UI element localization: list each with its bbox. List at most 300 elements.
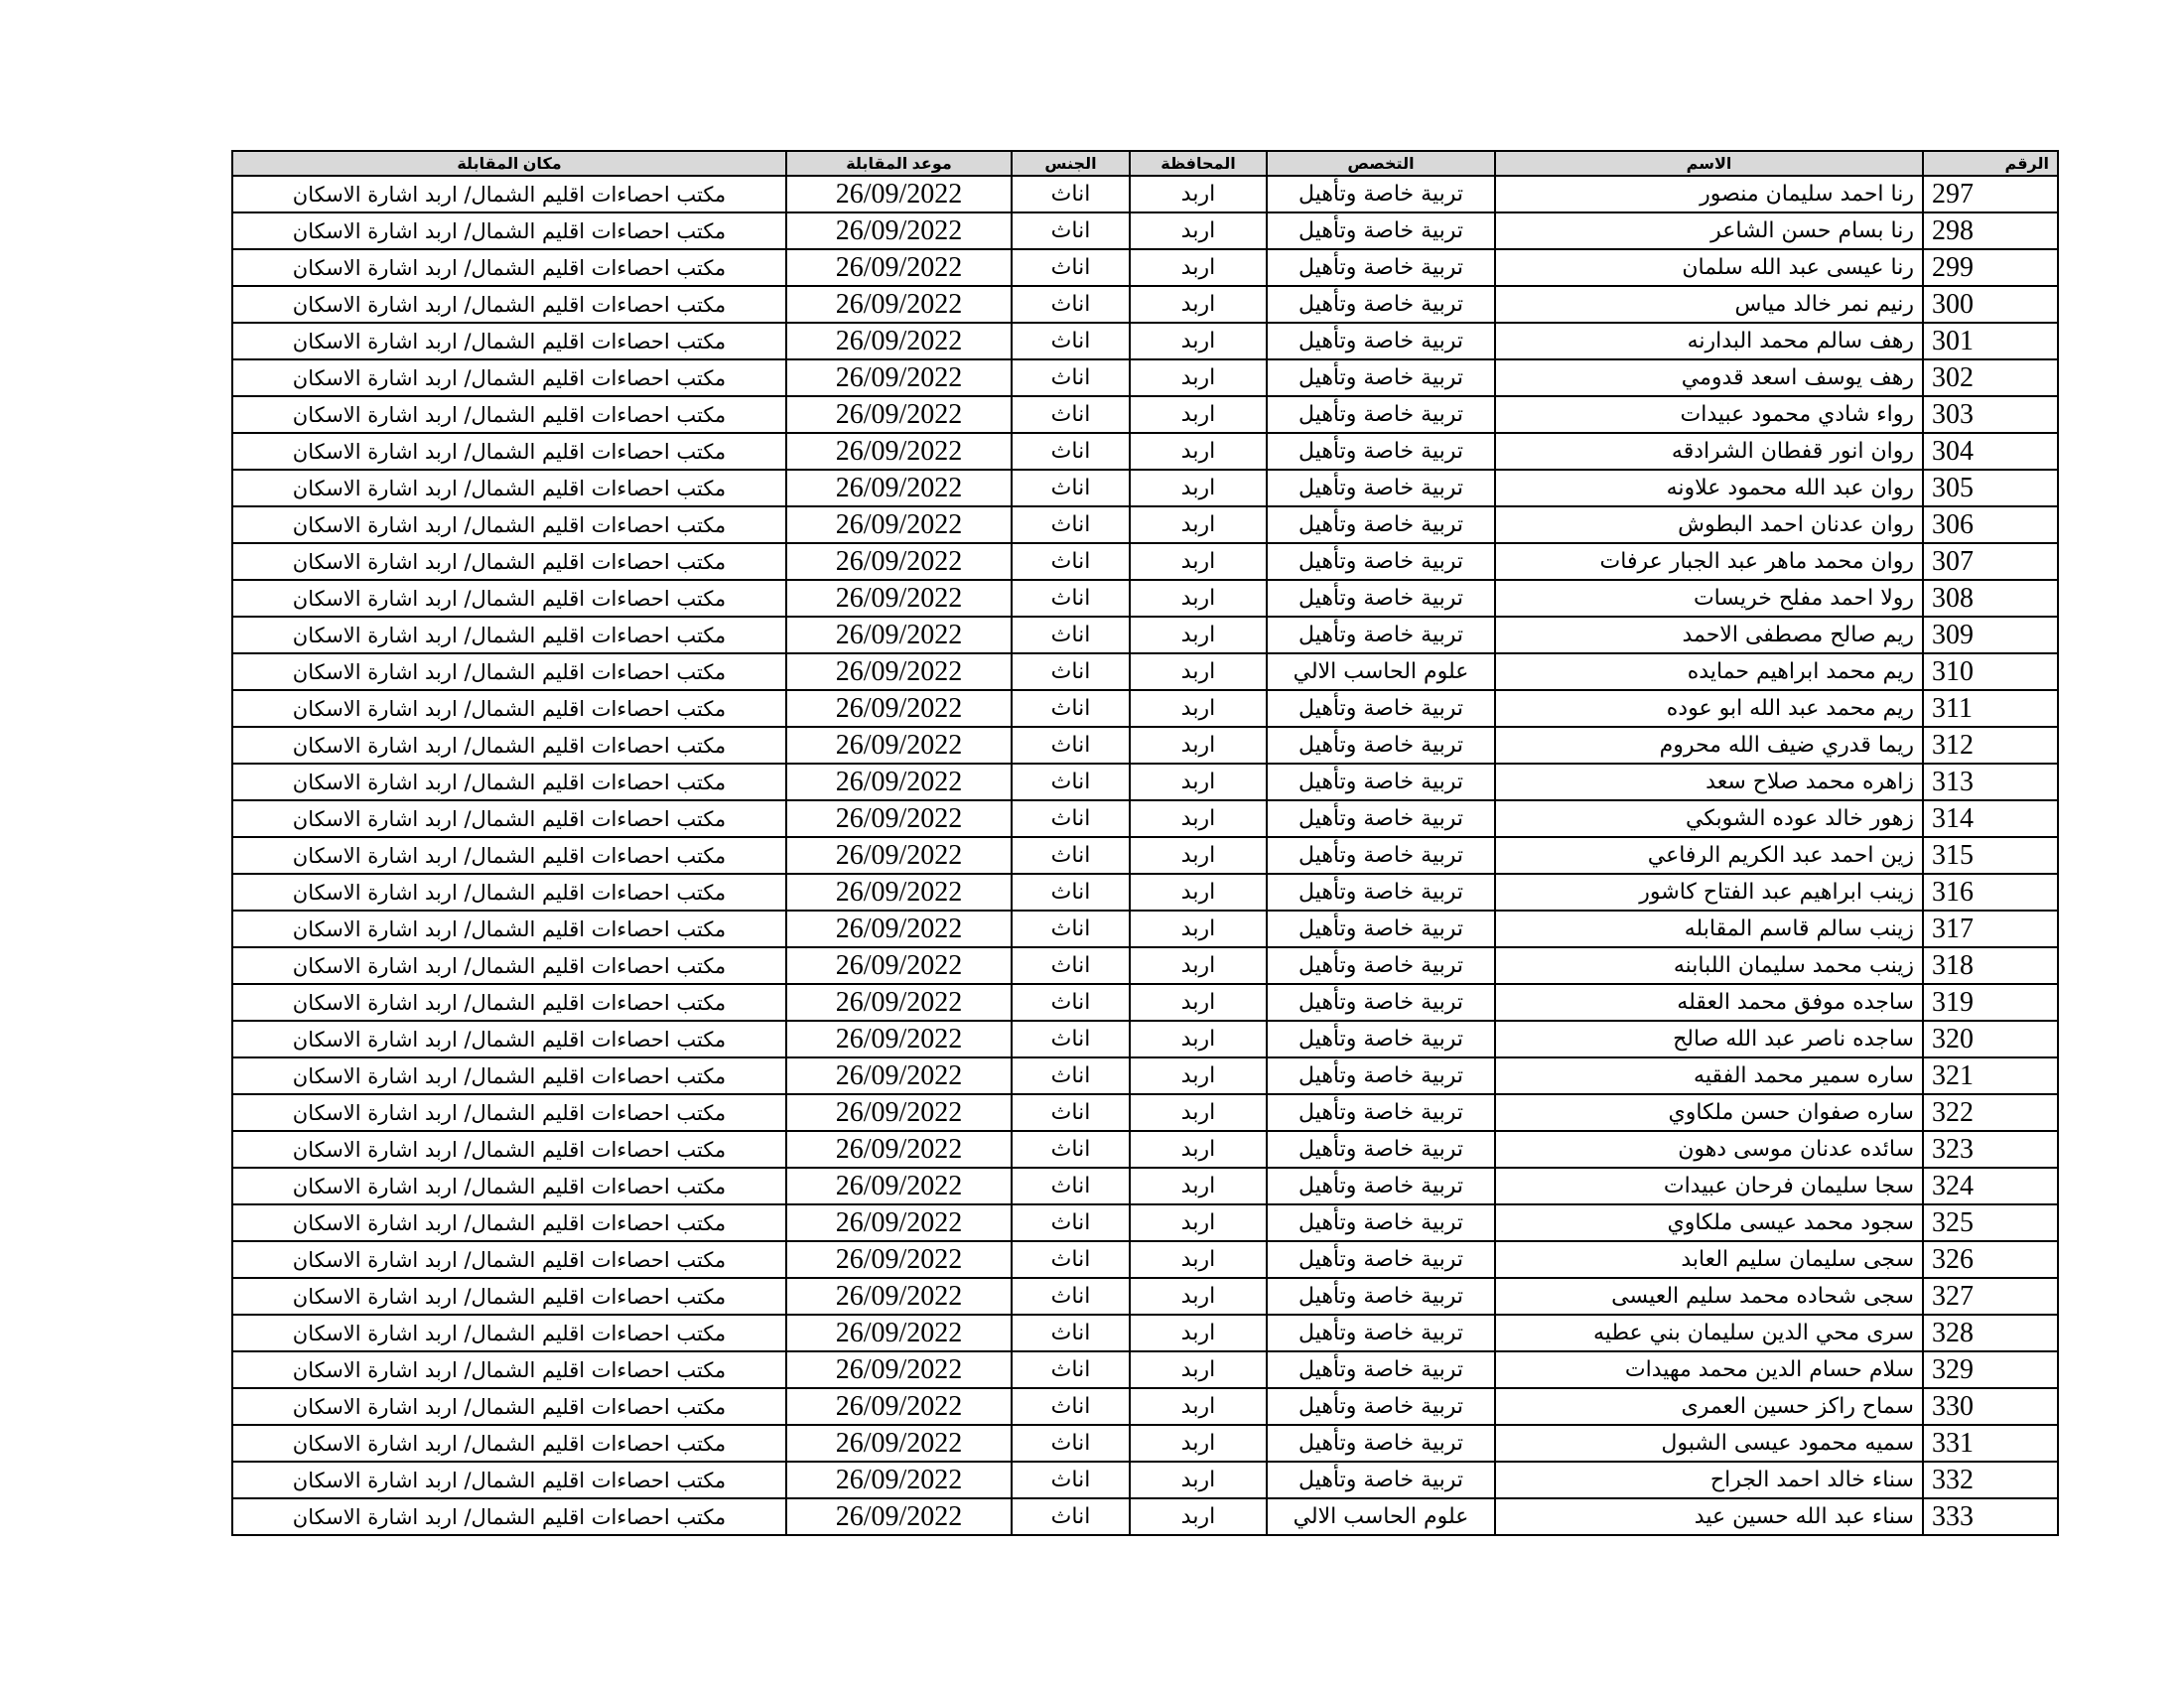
table-body <box>232 176 2058 1535</box>
row-governorate: اربد <box>1130 764 1267 800</box>
row-governorate: اربد <box>1130 1278 1267 1315</box>
row-specialization: تربية خاصة وتأهيل <box>1267 1241 1495 1278</box>
row-number: 306 <box>1923 506 2058 543</box>
table-row <box>232 506 2058 543</box>
row-interview-date: 26/09/2022 <box>786 359 1012 396</box>
row-specialization: تربية خاصة وتأهيل <box>1267 1278 1495 1315</box>
row-governorate: اربد <box>1130 1425 1267 1462</box>
row-interview-date: 26/09/2022 <box>786 543 1012 580</box>
row-name: سائده عدنان موسى دهون <box>1495 1131 1923 1168</box>
table-row <box>232 690 2058 727</box>
row-governorate: اربد <box>1130 1057 1267 1094</box>
row-specialization: تربية خاصة وتأهيل <box>1267 212 1495 249</box>
row-specialization: تربية خاصة وتأهيل <box>1267 617 1495 653</box>
row-interview-date: 26/09/2022 <box>786 323 1012 359</box>
row-gender: اناث <box>1012 1094 1130 1131</box>
row-number: 299 <box>1923 249 2058 286</box>
table-row <box>232 874 2058 911</box>
row-governorate: اربد <box>1130 1094 1267 1131</box>
row-interview-date: 26/09/2022 <box>786 1315 1012 1351</box>
header-governorate: المحافظة <box>1130 151 1267 176</box>
header-gender: الجنس <box>1012 151 1130 176</box>
row-interview-place: مكتب احصاءات اقليم الشمال/ اربد اشارة الاسكان <box>232 1094 786 1131</box>
row-specialization: تربية خاصة وتأهيل <box>1267 396 1495 433</box>
row-number: 324 <box>1923 1168 2058 1204</box>
row-number: 308 <box>1923 580 2058 617</box>
row-specialization: تربية خاصة وتأهيل <box>1267 1057 1495 1094</box>
row-governorate: اربد <box>1130 323 1267 359</box>
row-interview-date: 26/09/2022 <box>786 764 1012 800</box>
table-row <box>232 323 2058 359</box>
row-number: 309 <box>1923 617 2058 653</box>
row-name: رنا عيسى عبد الله سلمان <box>1495 249 1923 286</box>
row-governorate: اربد <box>1130 800 1267 837</box>
row-name: رواء شادي محمود عبيدات <box>1495 396 1923 433</box>
table-row <box>232 176 2058 212</box>
row-governorate: اربد <box>1130 1131 1267 1168</box>
row-interview-place: مكتب احصاءات اقليم الشمال/ اربد اشارة الاسكان <box>232 543 786 580</box>
row-name: سجود محمد عيسى ملكاوي <box>1495 1204 1923 1241</box>
row-gender: اناث <box>1012 837 1130 874</box>
table-row <box>232 911 2058 947</box>
row-specialization: تربية خاصة وتأهيل <box>1267 359 1495 396</box>
row-number: 333 <box>1923 1498 2058 1535</box>
row-number: 311 <box>1923 690 2058 727</box>
row-name: رنا احمد سليمان منصور <box>1495 176 1923 212</box>
table-row <box>232 433 2058 470</box>
header-interview-date: موعد المقابلة <box>786 151 1012 176</box>
table-row <box>232 249 2058 286</box>
row-name: روان عبد الله محمود علاونه <box>1495 470 1923 506</box>
row-governorate: اربد <box>1130 1315 1267 1351</box>
row-gender: اناث <box>1012 911 1130 947</box>
row-number: 319 <box>1923 984 2058 1021</box>
row-interview-date: 26/09/2022 <box>786 1425 1012 1462</box>
row-gender: اناث <box>1012 433 1130 470</box>
row-governorate: اربد <box>1130 874 1267 911</box>
row-gender: اناث <box>1012 580 1130 617</box>
header-specialization: التخصص <box>1267 151 1495 176</box>
row-governorate: اربد <box>1130 617 1267 653</box>
row-interview-place: مكتب احصاءات اقليم الشمال/ اربد اشارة الاسكان <box>232 617 786 653</box>
row-interview-place: مكتب احصاءات اقليم الشمال/ اربد اشارة الاسكان <box>232 1131 786 1168</box>
row-interview-date: 26/09/2022 <box>786 947 1012 984</box>
row-governorate: اربد <box>1130 837 1267 874</box>
row-governorate: اربد <box>1130 176 1267 212</box>
table-row <box>232 1425 2058 1462</box>
row-governorate: اربد <box>1130 1204 1267 1241</box>
row-interview-place: مكتب احصاءات اقليم الشمال/ اربد اشارة الاسكان <box>232 727 786 764</box>
row-gender: اناث <box>1012 176 1130 212</box>
row-interview-place: مكتب احصاءات اقليم الشمال/ اربد اشارة الاسكان <box>232 911 786 947</box>
row-name: ساره صفوان حسن ملكاوي <box>1495 1094 1923 1131</box>
row-gender: اناث <box>1012 359 1130 396</box>
row-specialization: تربية خاصة وتأهيل <box>1267 1131 1495 1168</box>
row-specialization: تربية خاصة وتأهيل <box>1267 433 1495 470</box>
row-interview-date: 26/09/2022 <box>786 727 1012 764</box>
row-name: ريما قدري ضيف الله محروم <box>1495 727 1923 764</box>
row-governorate: اربد <box>1130 506 1267 543</box>
row-specialization: تربية خاصة وتأهيل <box>1267 874 1495 911</box>
row-gender: اناث <box>1012 1278 1130 1315</box>
row-interview-date: 26/09/2022 <box>786 1241 1012 1278</box>
row-gender: اناث <box>1012 617 1130 653</box>
row-governorate: اربد <box>1130 984 1267 1021</box>
table-row <box>232 947 2058 984</box>
row-specialization: تربية خاصة وتأهيل <box>1267 1425 1495 1462</box>
row-name: زينب محمد سليمان اللبابنه <box>1495 947 1923 984</box>
row-name: سجى سليمان سليم العابد <box>1495 1241 1923 1278</box>
table-header <box>232 151 2058 176</box>
table-row <box>232 1241 2058 1278</box>
table-row <box>232 764 2058 800</box>
row-interview-date: 26/09/2022 <box>786 617 1012 653</box>
row-interview-date: 26/09/2022 <box>786 470 1012 506</box>
row-interview-place: مكتب احصاءات اقليم الشمال/ اربد اشارة الاسكان <box>232 580 786 617</box>
row-interview-place: مكتب احصاءات اقليم الشمال/ اربد اشارة الاسكان <box>232 653 786 690</box>
row-interview-date: 26/09/2022 <box>786 1351 1012 1388</box>
row-interview-place: مكتب احصاءات اقليم الشمال/ اربد اشارة الاسكان <box>232 176 786 212</box>
row-specialization: تربية خاصة وتأهيل <box>1267 1388 1495 1425</box>
row-interview-date: 26/09/2022 <box>786 1278 1012 1315</box>
row-governorate: اربد <box>1130 1241 1267 1278</box>
row-governorate: اربد <box>1130 249 1267 286</box>
table-row <box>232 1498 2058 1535</box>
row-interview-place: مكتب احصاءات اقليم الشمال/ اربد اشارة الاسكان <box>232 1204 786 1241</box>
row-gender: اناث <box>1012 286 1130 323</box>
row-number: 317 <box>1923 911 2058 947</box>
row-governorate: اربد <box>1130 359 1267 396</box>
row-name: زينب ابراهيم عبد الفتاح كاشور <box>1495 874 1923 911</box>
row-interview-date: 26/09/2022 <box>786 1131 1012 1168</box>
row-name: ساجده ناصر عبد الله صالح <box>1495 1021 1923 1057</box>
row-number: 313 <box>1923 764 2058 800</box>
table-row <box>232 396 2058 433</box>
row-interview-place: مكتب احصاءات اقليم الشمال/ اربد اشارة الاسكان <box>232 1462 786 1498</box>
table-row <box>232 212 2058 249</box>
row-interview-date: 26/09/2022 <box>786 396 1012 433</box>
row-interview-place: مكتب احصاءات اقليم الشمال/ اربد اشارة الاسكان <box>232 1388 786 1425</box>
row-gender: اناث <box>1012 1462 1130 1498</box>
table-row <box>232 1278 2058 1315</box>
row-interview-place: مكتب احصاءات اقليم الشمال/ اربد اشارة الاسكان <box>232 506 786 543</box>
row-name: ريم صالح مصطفى الاحمد <box>1495 617 1923 653</box>
row-gender: اناث <box>1012 947 1130 984</box>
row-name: رنيم نمر خالد مياس <box>1495 286 1923 323</box>
row-governorate: اربد <box>1130 727 1267 764</box>
row-name: ساره سمير محمد الفقيه <box>1495 1057 1923 1094</box>
row-number: 302 <box>1923 359 2058 396</box>
row-specialization: تربية خاصة وتأهيل <box>1267 984 1495 1021</box>
row-name: سماح راكز حسين العمرى <box>1495 1388 1923 1425</box>
row-interview-date: 26/09/2022 <box>786 580 1012 617</box>
row-governorate: اربد <box>1130 580 1267 617</box>
row-governorate: اربد <box>1130 690 1267 727</box>
row-specialization: تربية خاصة وتأهيل <box>1267 470 1495 506</box>
row-interview-date: 26/09/2022 <box>786 911 1012 947</box>
row-interview-date: 26/09/2022 <box>786 653 1012 690</box>
row-number: 329 <box>1923 1351 2058 1388</box>
row-interview-date: 26/09/2022 <box>786 1204 1012 1241</box>
table-row <box>232 800 2058 837</box>
row-governorate: اربد <box>1130 212 1267 249</box>
row-governorate: اربد <box>1130 1351 1267 1388</box>
row-governorate: اربد <box>1130 947 1267 984</box>
row-interview-date: 26/09/2022 <box>786 1388 1012 1425</box>
row-gender: اناث <box>1012 1168 1130 1204</box>
table-row <box>232 617 2058 653</box>
row-number: 320 <box>1923 1021 2058 1057</box>
table-row <box>232 837 2058 874</box>
row-gender: اناث <box>1012 249 1130 286</box>
row-number: 322 <box>1923 1094 2058 1131</box>
row-gender: اناث <box>1012 396 1130 433</box>
table-row <box>232 1168 2058 1204</box>
row-specialization: تربية خاصة وتأهيل <box>1267 1315 1495 1351</box>
row-interview-place: مكتب احصاءات اقليم الشمال/ اربد اشارة الاسكان <box>232 1057 786 1094</box>
row-name: سجا سليمان فرحان عبيدات <box>1495 1168 1923 1204</box>
row-number: 318 <box>1923 947 2058 984</box>
row-gender: اناث <box>1012 506 1130 543</box>
row-interview-place: مكتب احصاءات اقليم الشمال/ اربد اشارة الاسكان <box>232 1315 786 1351</box>
row-name: روان عدنان احمد البطوش <box>1495 506 1923 543</box>
row-interview-place: مكتب احصاءات اقليم الشمال/ اربد اشارة الاسكان <box>232 1021 786 1057</box>
row-gender: اناث <box>1012 984 1130 1021</box>
row-governorate: اربد <box>1130 1168 1267 1204</box>
row-number: 304 <box>1923 433 2058 470</box>
row-gender: اناث <box>1012 1425 1130 1462</box>
row-gender: اناث <box>1012 1241 1130 1278</box>
row-interview-date: 26/09/2022 <box>786 176 1012 212</box>
row-interview-date: 26/09/2022 <box>786 984 1012 1021</box>
row-number: 321 <box>1923 1057 2058 1094</box>
table-row <box>232 1094 2058 1131</box>
row-specialization: تربية خاصة وتأهيل <box>1267 1351 1495 1388</box>
row-interview-place: مكتب احصاءات اقليم الشمال/ اربد اشارة الاسكان <box>232 1498 786 1535</box>
row-interview-place: مكتب احصاءات اقليم الشمال/ اربد اشارة الاسكان <box>232 286 786 323</box>
row-name: رولا احمد مفلح خريسات <box>1495 580 1923 617</box>
header-row <box>232 151 2058 176</box>
row-number: 325 <box>1923 1204 2058 1241</box>
row-name: رنا بسام حسن الشاعر <box>1495 212 1923 249</box>
row-interview-place: مكتب احصاءات اقليم الشمال/ اربد اشارة الاسكان <box>232 764 786 800</box>
table-row <box>232 653 2058 690</box>
row-name: روان محمد ماهر عبد الجبار عرفات <box>1495 543 1923 580</box>
row-interview-date: 26/09/2022 <box>786 286 1012 323</box>
interview-roster-table <box>231 150 2059 1536</box>
row-number: 312 <box>1923 727 2058 764</box>
row-specialization: تربية خاصة وتأهيل <box>1267 727 1495 764</box>
row-gender: اناث <box>1012 1388 1130 1425</box>
row-interview-place: مكتب احصاءات اقليم الشمال/ اربد اشارة الاسكان <box>232 396 786 433</box>
row-gender: اناث <box>1012 212 1130 249</box>
row-interview-date: 26/09/2022 <box>786 249 1012 286</box>
row-specialization: علوم الحاسب الالي <box>1267 653 1495 690</box>
table-row <box>232 727 2058 764</box>
row-specialization: تربية خاصة وتأهيل <box>1267 249 1495 286</box>
header-name: الاسم <box>1495 151 1923 176</box>
row-gender: اناث <box>1012 1351 1130 1388</box>
table-row <box>232 470 2058 506</box>
row-name: سناء عبد الله حسين عيد <box>1495 1498 1923 1535</box>
row-interview-place: مكتب احصاءات اقليم الشمال/ اربد اشارة الاسكان <box>232 1241 786 1278</box>
row-number: 310 <box>1923 653 2058 690</box>
header-number: الرقم <box>1923 151 2058 176</box>
row-specialization: تربية خاصة وتأهيل <box>1267 1094 1495 1131</box>
row-specialization: تربية خاصة وتأهيل <box>1267 800 1495 837</box>
row-number: 326 <box>1923 1241 2058 1278</box>
row-interview-place: مكتب احصاءات اقليم الشمال/ اربد اشارة الاسكان <box>232 212 786 249</box>
row-number: 298 <box>1923 212 2058 249</box>
row-interview-place: مكتب احصاءات اقليم الشمال/ اربد اشارة الاسكان <box>232 1351 786 1388</box>
row-interview-date: 26/09/2022 <box>786 1462 1012 1498</box>
row-number: 300 <box>1923 286 2058 323</box>
row-governorate: اربد <box>1130 286 1267 323</box>
row-interview-place: مكتب احصاءات اقليم الشمال/ اربد اشارة الاسكان <box>232 1278 786 1315</box>
table-row <box>232 1462 2058 1498</box>
row-specialization: تربية خاصة وتأهيل <box>1267 580 1495 617</box>
row-name: ريم محمد عبد الله ابو عوده <box>1495 690 1923 727</box>
row-governorate: اربد <box>1130 1498 1267 1535</box>
row-number: 307 <box>1923 543 2058 580</box>
row-gender: اناث <box>1012 874 1130 911</box>
row-number: 323 <box>1923 1131 2058 1168</box>
table-row <box>232 1204 2058 1241</box>
row-name: زهور خالد عوده الشوبكي <box>1495 800 1923 837</box>
table-row <box>232 1351 2058 1388</box>
row-number: 315 <box>1923 837 2058 874</box>
row-gender: اناث <box>1012 543 1130 580</box>
row-gender: اناث <box>1012 323 1130 359</box>
row-governorate: اربد <box>1130 470 1267 506</box>
table-row <box>232 1388 2058 1425</box>
row-interview-place: مكتب احصاءات اقليم الشمال/ اربد اشارة الاسكان <box>232 690 786 727</box>
row-specialization: تربية خاصة وتأهيل <box>1267 947 1495 984</box>
row-specialization: تربية خاصة وتأهيل <box>1267 323 1495 359</box>
row-interview-place: مكتب احصاءات اقليم الشمال/ اربد اشارة الاسكان <box>232 1425 786 1462</box>
row-governorate: اربد <box>1130 1462 1267 1498</box>
row-gender: اناث <box>1012 470 1130 506</box>
header-interview-place: مكان المقابلة <box>232 151 786 176</box>
row-gender: اناث <box>1012 1131 1130 1168</box>
row-name: سناء خالد احمد الجراح <box>1495 1462 1923 1498</box>
row-name: سميه محمود عيسى الشبول <box>1495 1425 1923 1462</box>
row-specialization: علوم الحاسب الالي <box>1267 1498 1495 1535</box>
row-interview-place: مكتب احصاءات اقليم الشمال/ اربد اشارة الاسكان <box>232 470 786 506</box>
row-gender: اناث <box>1012 653 1130 690</box>
table-row <box>232 580 2058 617</box>
row-interview-date: 26/09/2022 <box>786 506 1012 543</box>
row-number: 305 <box>1923 470 2058 506</box>
row-interview-place: مكتب احصاءات اقليم الشمال/ اربد اشارة الاسكان <box>232 249 786 286</box>
row-name: سلام حسام الدين محمد مهيدات <box>1495 1351 1923 1388</box>
row-number: 332 <box>1923 1462 2058 1498</box>
row-number: 327 <box>1923 1278 2058 1315</box>
row-number: 301 <box>1923 323 2058 359</box>
row-gender: اناث <box>1012 690 1130 727</box>
row-specialization: تربية خاصة وتأهيل <box>1267 1462 1495 1498</box>
table-row <box>232 984 2058 1021</box>
row-number: 330 <box>1923 1388 2058 1425</box>
row-name: رهف سالم محمد البدارنه <box>1495 323 1923 359</box>
row-number: 328 <box>1923 1315 2058 1351</box>
row-interview-place: مكتب احصاءات اقليم الشمال/ اربد اشارة الاسكان <box>232 359 786 396</box>
row-governorate: اربد <box>1130 396 1267 433</box>
row-gender: اناث <box>1012 1498 1130 1535</box>
table-row <box>232 543 2058 580</box>
row-governorate: اربد <box>1130 653 1267 690</box>
row-name: ساجده موفق محمد العقله <box>1495 984 1923 1021</box>
row-governorate: اربد <box>1130 433 1267 470</box>
row-name: سرى محي الدين سليمان بني عطيه <box>1495 1315 1923 1351</box>
row-interview-place: مكتب احصاءات اقليم الشمال/ اربد اشارة الاسكان <box>232 947 786 984</box>
row-gender: اناث <box>1012 1021 1130 1057</box>
row-interview-date: 26/09/2022 <box>786 837 1012 874</box>
row-gender: اناث <box>1012 764 1130 800</box>
row-name: رهف يوسف اسعد قدومي <box>1495 359 1923 396</box>
row-name: زاهره محمد صلاح سعد <box>1495 764 1923 800</box>
table-row <box>232 286 2058 323</box>
row-name: ريم محمد ابراهيم حمايده <box>1495 653 1923 690</box>
row-interview-date: 26/09/2022 <box>786 433 1012 470</box>
row-governorate: اربد <box>1130 1388 1267 1425</box>
row-number: 316 <box>1923 874 2058 911</box>
table-row <box>232 1057 2058 1094</box>
row-number: 297 <box>1923 176 2058 212</box>
row-number: 331 <box>1923 1425 2058 1462</box>
row-gender: اناث <box>1012 1057 1130 1094</box>
row-gender: اناث <box>1012 727 1130 764</box>
row-interview-date: 26/09/2022 <box>786 800 1012 837</box>
row-interview-date: 26/09/2022 <box>786 1057 1012 1094</box>
row-gender: اناث <box>1012 800 1130 837</box>
row-specialization: تربية خاصة وتأهيل <box>1267 1204 1495 1241</box>
table-row <box>232 1315 2058 1351</box>
row-gender: اناث <box>1012 1315 1130 1351</box>
row-interview-place: مكتب احصاءات اقليم الشمال/ اربد اشارة الاسكان <box>232 323 786 359</box>
row-specialization: تربية خاصة وتأهيل <box>1267 837 1495 874</box>
row-interview-place: مكتب احصاءات اقليم الشمال/ اربد اشارة الاسكان <box>232 800 786 837</box>
row-name: سجى شحاده محمد سليم العيسى <box>1495 1278 1923 1315</box>
row-interview-date: 26/09/2022 <box>786 212 1012 249</box>
row-interview-date: 26/09/2022 <box>786 1094 1012 1131</box>
row-interview-date: 26/09/2022 <box>786 1021 1012 1057</box>
row-interview-date: 26/09/2022 <box>786 874 1012 911</box>
row-name: زين احمد عبد الكريم الرفاعي <box>1495 837 1923 874</box>
row-governorate: اربد <box>1130 911 1267 947</box>
row-interview-place: مكتب احصاءات اقليم الشمال/ اربد اشارة الاسكان <box>232 1168 786 1204</box>
row-interview-place: مكتب احصاءات اقليم الشمال/ اربد اشارة الاسكان <box>232 984 786 1021</box>
row-interview-date: 26/09/2022 <box>786 1498 1012 1535</box>
row-specialization: تربية خاصة وتأهيل <box>1267 690 1495 727</box>
row-specialization: تربية خاصة وتأهيل <box>1267 764 1495 800</box>
table-row <box>232 1131 2058 1168</box>
row-interview-date: 26/09/2022 <box>786 690 1012 727</box>
row-specialization: تربية خاصة وتأهيل <box>1267 176 1495 212</box>
row-number: 314 <box>1923 800 2058 837</box>
row-specialization: تربية خاصة وتأهيل <box>1267 543 1495 580</box>
row-number: 303 <box>1923 396 2058 433</box>
row-governorate: اربد <box>1130 543 1267 580</box>
row-specialization: تربية خاصة وتأهيل <box>1267 506 1495 543</box>
table-row <box>232 359 2058 396</box>
row-specialization: تربية خاصة وتأهيل <box>1267 1168 1495 1204</box>
row-specialization: تربية خاصة وتأهيل <box>1267 286 1495 323</box>
row-interview-place: مكتب احصاءات اقليم الشمال/ اربد اشارة الاسكان <box>232 837 786 874</box>
row-name: روان انور قفطان الشرادقه <box>1495 433 1923 470</box>
table-row <box>232 1021 2058 1057</box>
row-specialization: تربية خاصة وتأهيل <box>1267 911 1495 947</box>
